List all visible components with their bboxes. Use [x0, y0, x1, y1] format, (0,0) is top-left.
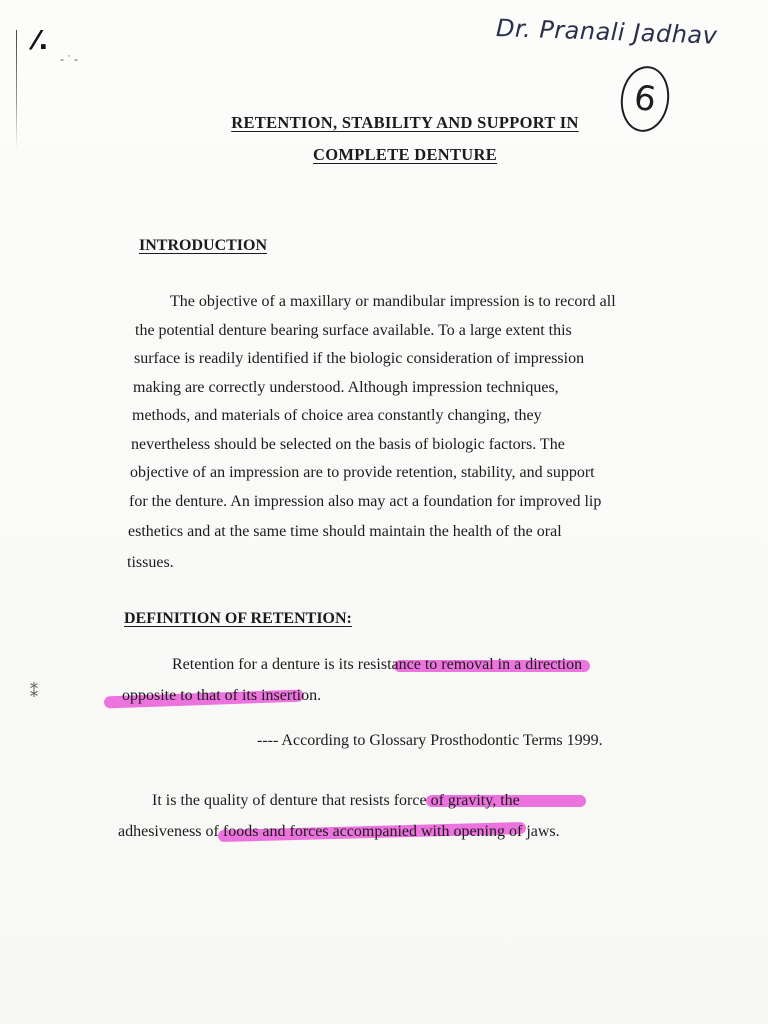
document-title-line-1: RETENTION, STABILITY AND SUPPORT IN: [231, 113, 579, 132]
definition-line: opposite to that of its insertion.: [122, 687, 322, 704]
paragraph-line: The objective of a maxillary or mandibular impression is to record all: [170, 293, 616, 310]
section-heading-retention: DEFINITION OF RETENTION:: [124, 610, 352, 627]
corner-mark: ⁄.: [34, 26, 49, 56]
document-title-line-2: COMPLETE DENTURE: [312, 145, 498, 164]
paragraph-line: esthetics and at the same time should maintain the health of the oral: [128, 523, 562, 540]
paragraph-line: for the denture. An impression also may act a foundation for improved lip: [129, 493, 602, 510]
page-number: 6: [631, 77, 659, 121]
paragraph-line: nevertheless should be selected on the basis of biologic factors. The: [131, 436, 565, 453]
pen-speck: ⁑: [30, 684, 38, 701]
pen-speck: - ˙ -: [60, 52, 78, 66]
section-heading-introduction: INTRODUCTION: [139, 237, 268, 254]
paragraph-line: the potential denture bearing surface available. To a large extent this: [135, 322, 572, 339]
quality-line: adhesiveness of foods and forces accompanied with opening of jaws.: [118, 823, 560, 840]
quality-line: It is the quality of denture that resists force of gravity, the: [152, 792, 520, 809]
paragraph-line: objective of an impression are to provide retention, stability, and support: [130, 464, 595, 481]
definition-line: Retention for a denture is its resistance to removal in a direction: [172, 656, 583, 673]
paragraph-line: methods, and materials of choice area constantly changing, they: [132, 407, 542, 424]
paragraph-line: making are correctly understood. Although impression techniques,: [133, 379, 559, 396]
paragraph-line: tissues.: [127, 554, 174, 571]
author-annotation: Dr. Pranali Jadhav: [495, 14, 718, 50]
paragraph-line: surface is readily identified if the biologic consideration of impression: [134, 350, 585, 367]
margin-pen-stroke: [16, 30, 17, 150]
citation: ---- According to Glossary Prosthodontic Terms 1999.: [257, 732, 603, 749]
